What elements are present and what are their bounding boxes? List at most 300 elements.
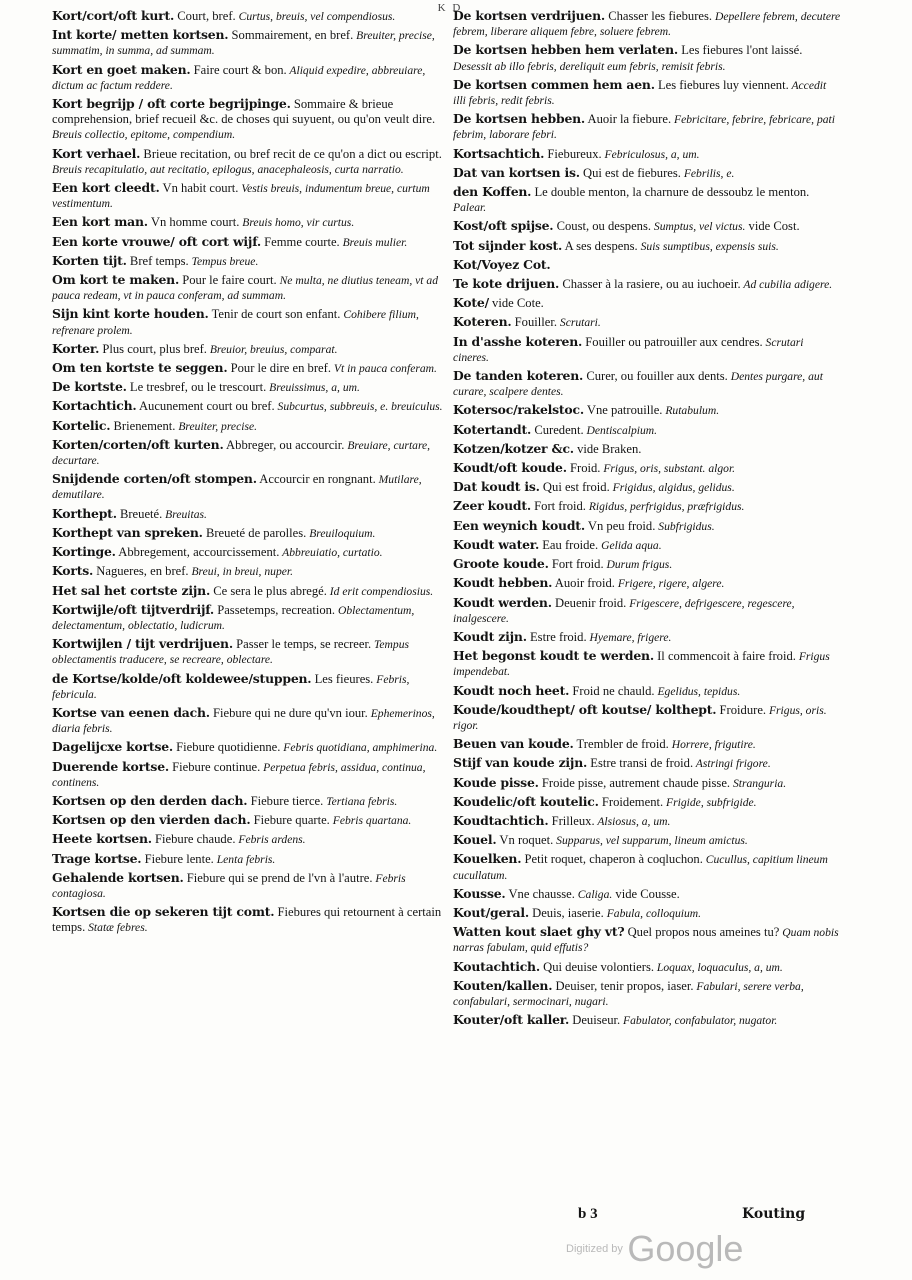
- entry-headword: Kotertandt.: [453, 421, 532, 437]
- entry-french: Froid.: [566, 461, 601, 476]
- entry-headword: Kort begrijp / oft corte begrijpinge.: [52, 96, 291, 112]
- entry-latin: Frigus, oris, substant. algor.: [600, 462, 736, 476]
- dictionary-entry: [453, 959, 841, 975]
- entry-french: Breueté.: [116, 506, 163, 521]
- entry-french: Auoir la fiebure.: [585, 112, 672, 127]
- right-column: [453, 8, 841, 1031]
- entry-headword: Het sal het cortste zijn.: [52, 582, 211, 598]
- dictionary-entry: [453, 498, 841, 514]
- dictionary-entry: [453, 111, 841, 142]
- entry-headword: Tot sijnder kost.: [453, 237, 563, 253]
- dictionary-entry: [453, 629, 841, 645]
- entry-french: Court, bref.: [174, 9, 236, 23]
- entry-latin: Vt in pauca conferam.: [330, 362, 437, 376]
- entry-headword: Koudt zijn.: [453, 628, 527, 644]
- dictionary-entry: [453, 257, 841, 273]
- dictionary-entry: [52, 739, 444, 755]
- digitized-watermark: [566, 1228, 743, 1270]
- entry-latin: Perpetua febris, assidua, continua, continens.: [52, 760, 426, 789]
- entry-french: Fiebure tierce.: [247, 793, 324, 808]
- entry-latin: Aliquid expedire, abbreuiare, dictum ac factum reddere.: [52, 63, 426, 92]
- entry-french: Fiebureux.: [544, 146, 602, 161]
- entry-latin: Ne multa, ne diutius teneam, vt ad pauca redeam, vt in pauca conferam, ad summam.: [52, 274, 438, 303]
- entry-headword: Kouten/kallen.: [453, 977, 553, 993]
- entry-latin: Dentiscalpium.: [583, 423, 658, 437]
- dictionary-entry: [453, 794, 841, 810]
- entry-headword: Een kort cleedt.: [52, 180, 160, 196]
- entry-headword: Koudt werden.: [453, 594, 552, 610]
- entry-latin: Caliga.: [574, 887, 613, 901]
- dictionary-entry: [52, 398, 444, 414]
- dictionary-entry: [453, 238, 841, 254]
- dictionary-entry: [453, 886, 841, 902]
- dictionary-entry: [52, 437, 444, 468]
- entry-french: Passer le temps, se recreer.: [232, 637, 372, 652]
- entry-latin: Breuis recapitulatio, aut recitatio, epilogus, anacephaleosis, curta narratio.: [52, 162, 404, 176]
- dictionary-entry: [52, 341, 444, 357]
- entry-headword: Korter.: [52, 340, 100, 356]
- dictionary-entry: [52, 360, 444, 376]
- entry-french: Deuenir froid.: [551, 595, 627, 610]
- entry-french: Fouiller.: [511, 315, 557, 330]
- signature-mark: b 3: [578, 1206, 598, 1222]
- entry-headword: Int korte/ metten kortsen.: [52, 27, 229, 43]
- dictionary-entry: [52, 8, 444, 24]
- entry-headword: Koudelic/oft koutelic.: [453, 793, 599, 809]
- entry-headword: Koudt noch heet.: [453, 682, 570, 698]
- entry-french: Les fieures.: [311, 671, 374, 686]
- entry-french: Fort froid.: [531, 499, 586, 514]
- entry-headword: Kortwijle/oft tijtverdrijf.: [52, 601, 215, 617]
- entry-french: Sommaire & brieue comprehension, brief recueil &c. de choses qui suyuent, ou qu'on veult dire.: [52, 97, 436, 127]
- entry-latin: Horrere, frigutire.: [668, 738, 756, 752]
- entry-french: Eau froide.: [539, 537, 599, 552]
- entry-latin: Febrilis, e.: [680, 166, 735, 180]
- dictionary-entry: [52, 306, 444, 337]
- entry-headword: De kortsen hebben.: [453, 111, 586, 127]
- entry-french: Trembler de froid.: [573, 737, 669, 752]
- entry-french: Les fiebures l'ont laissé.: [678, 43, 803, 58]
- entry-latin: Statæ febres.: [85, 921, 148, 935]
- dictionary-entry: [453, 683, 841, 699]
- entry-crossref: vide Cost.: [745, 219, 800, 234]
- entry-french: Bref temps.: [126, 253, 189, 268]
- entry-latin: Breuiter, precise.: [175, 419, 258, 433]
- entry-headword: Korten/corten/oft kurten.: [52, 436, 224, 452]
- entry-french: Froidure.: [716, 702, 767, 717]
- entry-headword: Om kort te maken.: [52, 272, 180, 288]
- dictionary-entry: [453, 276, 841, 292]
- entry-latin: Breuissimus, a, um.: [266, 381, 360, 395]
- dictionary-entry: [453, 518, 841, 534]
- entry-headword: Korthept van spreken.: [52, 524, 203, 540]
- entry-latin: Febris, febricula.: [52, 672, 410, 701]
- entry-french: Fiebure qui ne dure qu'vn iour.: [209, 705, 368, 720]
- entry-french: Sommairement, en bref.: [228, 28, 354, 43]
- entry-latin: Hyemare, frigere.: [586, 630, 672, 644]
- dictionary-entry: [453, 165, 841, 181]
- dictionary-entry: [453, 595, 841, 626]
- entry-french: Fiebure lente.: [141, 851, 214, 866]
- entry-latin: Abbreuiatio, curtatio.: [279, 546, 383, 560]
- entry-headword: Kort en goet maken.: [52, 61, 191, 77]
- entry-french: Froid ne chauld.: [569, 683, 655, 698]
- entry-french: Curedent.: [531, 422, 584, 437]
- entry-latin: Cucullus, capitium lineum cucullatum.: [453, 853, 828, 882]
- dictionary-entry: [52, 870, 444, 901]
- entry-latin: Lenta febris.: [213, 852, 276, 866]
- entry-french: Faire court & bon.: [190, 62, 287, 77]
- entry-latin: Rigidus, perfrigidus, præfrigidus.: [585, 500, 745, 514]
- dictionary-entry: [52, 272, 444, 303]
- entry-headword: Kost/oft spijse.: [453, 218, 554, 234]
- entry-french: Vn habit court.: [159, 181, 239, 196]
- entry-latin: Breuiter, precise, summatim, in summa, ad summam.: [52, 29, 435, 58]
- dictionary-entry: [453, 537, 841, 553]
- dictionary-entry: [453, 978, 841, 1009]
- entry-french: Fort froid.: [548, 557, 604, 572]
- entry-headword: Dat koudt is.: [453, 479, 540, 495]
- entry-latin: Breuior, breuius, comparat.: [206, 342, 338, 356]
- entry-headword: Kort verhael.: [52, 145, 141, 161]
- entry-headword: Koudtachtich.: [453, 812, 549, 828]
- entry-headword: Beuen van koude.: [453, 736, 574, 752]
- dictionary-entry: [453, 184, 841, 215]
- entry-french: Vne chausse.: [505, 886, 575, 901]
- dictionary-entry: [453, 832, 841, 848]
- entry-french: Froide pisse, autrement chaude pisse.: [538, 775, 731, 790]
- entry-french: Petit roquet, chaperon à coqluchon.: [521, 852, 703, 867]
- entry-latin: Gelida aqua.: [598, 538, 662, 552]
- dictionary-entry: [453, 77, 841, 108]
- entry-latin: Febris quartana.: [329, 814, 412, 828]
- entry-latin: Accedit illi febris, redit febris.: [453, 78, 827, 108]
- entry-headword: Kortelic.: [52, 417, 111, 433]
- entry-latin: Curtus, breuis, vel compendiosus.: [235, 10, 396, 23]
- dictionary-entry: [453, 813, 841, 829]
- entry-french: Pour le faire court.: [179, 273, 277, 288]
- entry-latin: Febricitare, febrire, febricare, pati febrim, laborare febri.: [453, 113, 835, 142]
- dictionary-entry: [453, 755, 841, 771]
- dictionary-entry: [52, 418, 444, 434]
- entry-headword: Koutachtich.: [453, 958, 540, 974]
- entry-latin: Frigere, rigere, algere.: [614, 577, 725, 591]
- entry-headword: De tanden koteren.: [453, 368, 584, 384]
- entry-latin: Ephemerinos, diaria febris.: [52, 706, 435, 736]
- dictionary-entry: [52, 904, 444, 935]
- entry-french: Fiebure qui se prend de l'vn à l'autre.: [183, 870, 373, 885]
- entry-french: Deuiser, tenir propos, iaser.: [552, 978, 694, 993]
- entry-headword: Dagelijcxe kortse.: [52, 739, 174, 755]
- entry-latin: Vestis breuis, indumentum breue, curtum vestimentum.: [52, 182, 430, 211]
- entry-headword: In d'asshe koteren.: [453, 333, 583, 349]
- dictionary-entry: [453, 851, 841, 882]
- entry-headword: Koudt hebben.: [453, 575, 553, 591]
- entry-headword: Kortse van eenen dach.: [52, 704, 210, 720]
- entry-french: Deuiseur.: [569, 1013, 621, 1028]
- entry-french: Coust, ou despens.: [553, 219, 652, 234]
- entry-french: Le double menton, la charnure de dessoubz le menton.: [531, 185, 810, 200]
- entry-latin: Breuis collectio, epitome, compendium.: [52, 128, 236, 142]
- entry-latin: Egelidus, tepidus.: [654, 684, 741, 698]
- entry-headword: Kort/cort/oft kurt.: [52, 8, 175, 23]
- dictionary-entry: [52, 563, 444, 579]
- dictionary-entry: [453, 575, 841, 591]
- entry-headword: Korthept.: [52, 505, 117, 521]
- entry-latin: Durum frigus.: [603, 558, 673, 572]
- entry-french: Estre froid.: [526, 629, 587, 644]
- dictionary-entry: [52, 793, 444, 809]
- entry-french: Abbreger, ou accourcir.: [223, 437, 345, 452]
- entry-french: Auoir froid.: [552, 576, 615, 591]
- entry-headword: Koteren.: [453, 314, 512, 330]
- dictionary-entry: [453, 42, 841, 73]
- entry-headword: Koudt/oft koude.: [453, 460, 567, 476]
- watermark-small-text: Digitized by: [566, 1243, 623, 1255]
- entry-headword: Kortsen op den vierden dach.: [52, 812, 251, 828]
- entry-latin: Oblectamentum, delectamentum, oblectatio, ludicrum.: [52, 603, 415, 632]
- entry-french: Fiebure quarte.: [250, 813, 330, 828]
- dictionary-entry: [453, 556, 841, 572]
- dictionary-entry: [52, 234, 444, 250]
- dictionary-entry: [52, 506, 444, 522]
- entry-latin: Frigus, oris. rigor.: [453, 703, 827, 732]
- entry-headword: Zeer koudt.: [453, 498, 532, 514]
- dictionary-entry: [52, 96, 444, 143]
- entry-latin: Scrutari cineres.: [453, 335, 804, 364]
- entry-french: Accourcir en rongnant.: [256, 472, 376, 487]
- entry-latin: Loquax, loquaculus, a, um.: [654, 960, 783, 974]
- entry-french: Vne patrouille.: [583, 403, 663, 418]
- entry-latin: Breui, in breui, nuper.: [188, 565, 294, 579]
- entry-french: Ce sera le plus abregé.: [210, 583, 327, 598]
- entry-french: Frilleux.: [548, 813, 595, 828]
- entry-french: Plus court, plus bref.: [99, 341, 207, 356]
- entry-headword: Kout/geral.: [453, 904, 529, 920]
- dictionary-entry: [453, 924, 841, 955]
- entry-headword: Kotzen/kotzer &c.: [453, 440, 574, 456]
- entry-french: Passetemps, recreation.: [214, 602, 336, 617]
- dictionary-entry: [52, 636, 444, 667]
- entry-latin: Subfrigidus.: [655, 519, 715, 533]
- dictionary-entry: [52, 253, 444, 269]
- entry-headword: Kortsen op den derden dach.: [52, 792, 248, 808]
- dictionary-entry: [453, 441, 841, 457]
- entry-latin: Dentes purgare, aut curare, scalpere dentes.: [453, 370, 823, 399]
- entry-latin: Stranguria.: [730, 776, 787, 790]
- left-column: [52, 8, 444, 939]
- entry-french: Chasser les fiebures.: [605, 9, 713, 23]
- entry-latin: Fabulari, serere verba, confabulari, sermocinari, nugari.: [453, 979, 804, 1008]
- dictionary-entry: [453, 460, 841, 476]
- entry-headword: Stijf van koude zijn.: [453, 755, 588, 771]
- entry-headword: de Kortse/kolde/oft koldewee/stuppen.: [52, 670, 312, 686]
- entry-latin: Frigescere, defrigescere, regescere, inalgescere.: [453, 596, 795, 625]
- entry-french: Qui est de fiebures.: [579, 165, 681, 180]
- dictionary-entry: [453, 905, 841, 921]
- entry-latin: Breuiloquium.: [306, 526, 376, 540]
- dictionary-entry: [52, 583, 444, 599]
- entry-latin: Fabula, colloquium.: [603, 906, 702, 920]
- entry-latin: Breuis mulier.: [339, 235, 408, 249]
- entry-headword: Een korte vrouwe/ oft cort wijf.: [52, 233, 262, 249]
- entry-latin: Breuiare, curtare, decurtare.: [52, 438, 431, 468]
- dictionary-entry: [52, 851, 444, 867]
- entry-headword: Kortsen die op sekeren tijt comt.: [52, 904, 275, 920]
- entry-headword: Watten kout slaet ghy vt?: [453, 924, 625, 940]
- entry-french: Chasser à la rasiere, ou au iuchoeir.: [559, 277, 741, 292]
- entry-headword: Kousse.: [453, 885, 506, 901]
- entry-latin: Quam nobis narras fabulam, quid effutis?: [453, 926, 839, 955]
- entry-french: Fiebures qui retournent à certain temps.: [52, 905, 442, 935]
- dictionary-entry: [52, 180, 444, 211]
- dictionary-entry: [453, 736, 841, 752]
- dictionary-entry: [453, 368, 841, 399]
- entry-latin: Tertiana febris.: [323, 794, 398, 808]
- entry-latin: Id erit compendiosius.: [326, 584, 434, 598]
- entry-headword: den Koffen.: [453, 184, 532, 200]
- dictionary-entry: [453, 8, 841, 39]
- entry-french: Fiebure quotidienne.: [173, 740, 281, 755]
- entry-headword: Groote koude.: [453, 556, 549, 572]
- dictionary-entry: [52, 812, 444, 828]
- entry-french: Pour le dire en bref.: [227, 361, 331, 376]
- entry-french: Curer, ou fouiller aux dents.: [583, 369, 728, 384]
- entry-french: Froidement.: [598, 794, 664, 809]
- entry-latin: Tempus oblectamentis traducere, se recreare, oblectare.: [52, 638, 410, 667]
- entry-headword: De kortsen verdrijuen.: [453, 8, 606, 23]
- entry-latin: Depellere febrem, decutere febrem, liberare aliquem febre, soluere febrem.: [453, 10, 841, 39]
- dictionary-entry: [52, 705, 444, 736]
- dictionary-entry: [52, 602, 444, 633]
- entry-french: Estre transi de froid.: [587, 756, 694, 771]
- dictionary-entry: [453, 1012, 841, 1028]
- entry-latin: Desessit ab illo febris, dereliquit eum febris, remisit febris.: [453, 59, 726, 73]
- entry-latin: Scrutari.: [557, 316, 601, 330]
- dictionary-entry: [52, 544, 444, 560]
- entry-french: Vn homme court.: [147, 215, 240, 230]
- entry-headword: Korts.: [52, 563, 94, 579]
- entry-latin: Mutilare, demutilare.: [52, 473, 422, 502]
- entry-latin: Sumptus, vel victus.: [651, 220, 746, 234]
- dictionary-entry: [453, 334, 841, 365]
- dictionary-entry: [453, 402, 841, 418]
- entry-headword: Het begonst koudt te werden.: [453, 648, 654, 664]
- entry-french: Qui deuise volontiers.: [539, 959, 655, 974]
- entry-headword: Snijdende corten/oft stompen.: [52, 471, 257, 487]
- entry-latin: Rutabulum.: [662, 404, 720, 418]
- dictionary-entry: [52, 759, 444, 790]
- entry-latin: Supparus, vel supparum, lineum amictus.: [553, 834, 748, 848]
- entry-latin: Febris contagiosa.: [52, 871, 406, 900]
- dictionary-entry: [52, 471, 444, 502]
- entry-latin: Breuitas.: [162, 507, 207, 521]
- entry-headword: Kouel.: [453, 832, 497, 848]
- entry-latin: Tempus breue.: [188, 254, 259, 268]
- dictionary-entry: [453, 146, 841, 162]
- catchword: Kouting: [742, 1206, 806, 1222]
- entry-headword: Om ten kortste te seggen.: [52, 360, 228, 376]
- entry-latin: Frigus impendebat.: [453, 650, 830, 679]
- running-header: K D: [437, 2, 463, 14]
- entry-french: Qui est froid.: [539, 480, 610, 495]
- dictionary-entry: [52, 831, 444, 847]
- entry-headword: De kortsen hebben hem verlaten.: [453, 42, 679, 58]
- entry-latin: Subcurtus, subbreuis, e. breuiculus.: [274, 400, 443, 414]
- entry-crossref: vide Cousse.: [612, 886, 680, 901]
- entry-french: Brieue recitation, ou bref recit de ce qu'on a dict ou escript.: [140, 146, 442, 161]
- entry-headword: Kortwijlen / tijt verdrijuen.: [52, 636, 233, 652]
- entry-headword: Koude/koudthept/ oft koutse/ kolthept.: [453, 701, 717, 717]
- entry-french: Aucunement court ou bref.: [136, 399, 275, 414]
- entry-french: Brienement.: [110, 418, 176, 433]
- entry-french: Breueté de parolles.: [202, 525, 307, 540]
- entry-headword: Een kort man.: [52, 214, 148, 230]
- dictionary-entry: [52, 525, 444, 541]
- entry-latin: Frigidus, algidus, gelidus.: [609, 481, 735, 495]
- dictionary-entry: [453, 479, 841, 495]
- entry-french: Le tresbref, ou le trescourt.: [126, 380, 267, 395]
- entry-latin: Febris ardens.: [235, 833, 306, 847]
- dictionary-entry: [453, 295, 841, 311]
- entry-french: Quel propos nous ameines tu?: [624, 925, 780, 940]
- entry-latin: Alsiosus, a, um.: [594, 814, 671, 828]
- dictionary-entry: [453, 702, 841, 733]
- dictionary-entry: [52, 379, 444, 395]
- entry-french: Fiebure continue.: [169, 759, 261, 774]
- entry-french: Deuis, iaserie.: [528, 905, 604, 920]
- entry-headword: Dat van kortsen is.: [453, 164, 580, 180]
- entry-french: Abbregement, accourcissement.: [115, 545, 280, 560]
- entry-headword: Gehalende kortsen.: [52, 869, 184, 885]
- dictionary-entry: [453, 314, 841, 330]
- dictionary-entry: [453, 775, 841, 791]
- entry-french: Fouiller ou patrouiller aux cendres.: [582, 334, 763, 349]
- entry-latin: Frigide, subfrigide.: [663, 795, 757, 809]
- entry-headword: Kouelken.: [453, 851, 522, 867]
- entry-headword: Sijn kint korte houden.: [52, 306, 209, 322]
- entry-headword: Koude pisse.: [453, 774, 539, 790]
- entry-headword: Een weynich koudt.: [453, 517, 585, 533]
- dictionary-entry: [453, 422, 841, 438]
- entry-headword: De kortste.: [52, 379, 127, 395]
- dictionary-entry: [52, 146, 444, 177]
- dictionary-entry: [52, 671, 444, 702]
- entry-headword: Kortinge.: [52, 544, 116, 560]
- entry-headword: Trage kortse.: [52, 850, 142, 866]
- entry-french: Vn peu froid.: [584, 518, 656, 533]
- watermark-logo-text: Google: [627, 1228, 744, 1269]
- entry-french: Il commencoit à faire froid.: [653, 649, 796, 664]
- entry-latin: Palear.: [453, 201, 487, 215]
- entry-latin: Febriculosus, a, um.: [601, 147, 700, 161]
- entry-headword: Kortachtich.: [52, 398, 137, 414]
- dictionary-entry: [453, 218, 841, 234]
- entry-latin: Febris quotidiana, amphimerina.: [280, 741, 438, 755]
- entry-headword: Kotersoc/rakelstoc.: [453, 402, 584, 418]
- entry-latin: Astringi frigore.: [693, 757, 771, 771]
- entry-french: Nagueres, en bref.: [93, 564, 189, 579]
- entry-headword: De kortsen commen hem aen.: [453, 76, 655, 92]
- entry-headword: Heete kortsen.: [52, 831, 152, 847]
- entry-headword: Koudt water.: [453, 536, 540, 552]
- entry-french: Femme courte.: [261, 234, 340, 249]
- entry-headword: Korten tijt.: [52, 252, 127, 268]
- dictionary-entry: [453, 648, 841, 679]
- entry-headword: Kortsachtich.: [453, 145, 545, 161]
- entry-headword: Kote/: [453, 295, 489, 311]
- entry-headword: Kouter/oft kaller.: [453, 1012, 570, 1028]
